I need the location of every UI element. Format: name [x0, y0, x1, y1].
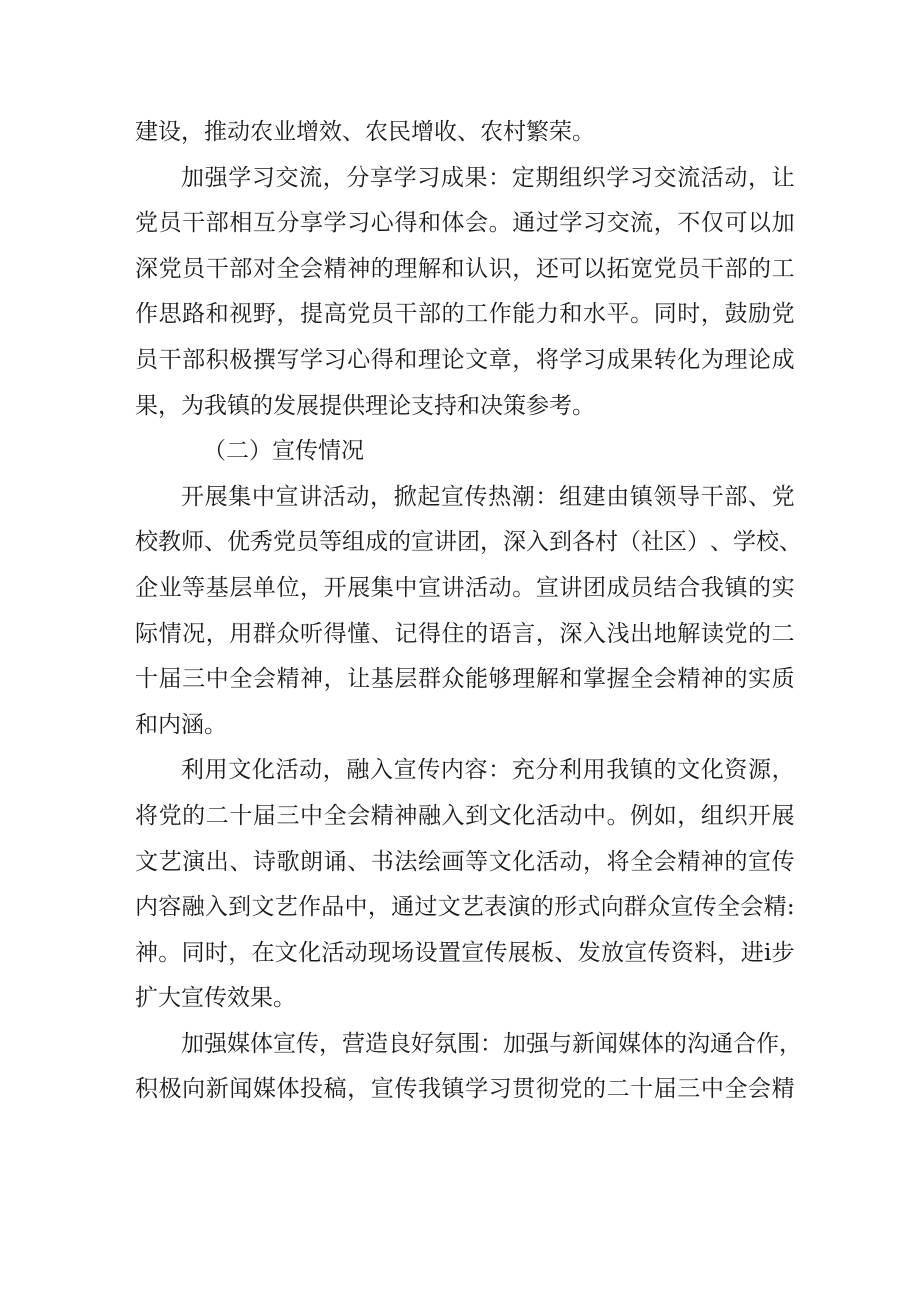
text-line: 校 教 师 、 优 秀 党 员 等 组 成 的 宣 讲 团 ， 深 入 到 各 村 （ 社 区 ） 、 学 校 、 — [135, 529, 802, 556]
section-heading: （二）宣传情况 — [203, 438, 364, 465]
text-line: 积 极 向 新 闻 媒 体 投 稿 ， 宣 传 我 镇 学 习 贯 彻 党 的 二 十 届 三 中 全 会 精 — [135, 1076, 795, 1103]
text-line: 员 干 部 积 极 撰 写 学 习 心 得 和 理 论 文 章 ， 将 学 习 成 果 转 化 为 理 论 成 — [135, 346, 795, 373]
text-line: 际 情 况 ， 用 群 众 听 得 懂 、 记 得 住 的 语 言 ， 深 入 浅 出 地 解 读 党 的 二 — [135, 620, 795, 647]
text-line: 开 展 集 中 宣 讲 活 动 ， 掀 起 宣 传 热 潮 ： 组 建 由 镇 领 导 干 部 、 党 — [181, 483, 795, 510]
text-line: 果，为我镇的发展提供理论支持和决策参考。 — [135, 392, 595, 419]
text-line: 深 党 员 干 部 对 全 会 精 神 的 理 解 和 认 识 ， 还 可 以 拓 宽 党 员 干 部 的 工 — [135, 255, 795, 282]
text-line: 加 强 学 习 交 流 ， 分 享 学 习 成 果 ： 定 期 组 织 学 习 交 流 活 动 ， 让 — [181, 164, 795, 191]
text-line: 加 强 媒 体 宣 传 ， 营 造 良 好 氛 围 ： 加 强 与 新 闻 媒 体 的 沟 通 合 作 ， — [181, 1030, 802, 1057]
text-line: 神 。 同 时 ， 在 文 化 活 动 现 场 设 置 宣 传 展 板 、 发 放 宣 传 资 料 ， 进 i 步 — [135, 939, 795, 966]
text-line: 建设，推动农业增效、农民增收、农村繁荣。 — [135, 119, 595, 145]
text-line: 十 届 三 中 全 会 精 神 ， 让 基 层 群 众 能 够 理 解 和 掌 握 全 会 精 神 的 实 质 — [135, 666, 795, 693]
text-line: 文 艺 演 出 、 诗 歌 朗 诵 、 书 法 绘 画 等 文 化 活 动 ， 将 全 会 精 神 的 宣 传 — [135, 848, 795, 875]
document-body — [135, 110, 802, 1113]
text-line: 将 党 的 二 十 届 三 中 全 会 精 神 融 入 到 文 化 活 动 中 。 例 如 ， 组 织 开 展 — [135, 802, 795, 829]
text-line: 和内涵。 — [135, 711, 227, 738]
text-line: 扩大宣传效果。 — [135, 985, 296, 1012]
text-line: 党 员 干 部 相 互 分 享 学 习 心 得 和 体 会 。 通 过 学 习 交 流 ， 不 仅 可 以 加 — [135, 210, 795, 237]
text-line: 利 用 文 化 活 动 ， 融 入 宣 传 内 容 ： 充 分 利 用 我 镇 的 文 化 资 源 ， — [181, 757, 795, 784]
text-line: 作 思 路 和 视 野 ， 提 高 党 员 干 部 的 工 作 能 力 和 水 平 。 同 时 ， 鼓 励 党 — [135, 301, 795, 328]
text-line: 内 容 融 入 到 文 艺 作 品 中 ， 通 过 文 艺 表 演 的 形 式 向 群 众 宣 传 全 会 精 : — [135, 894, 795, 921]
text-line: 企 业 等 基 层 单 位 ， 开 展 集 中 宣 讲 活 动 。 宣 讲 团 成 员 结 合 我 镇 的 实 — [135, 574, 795, 601]
